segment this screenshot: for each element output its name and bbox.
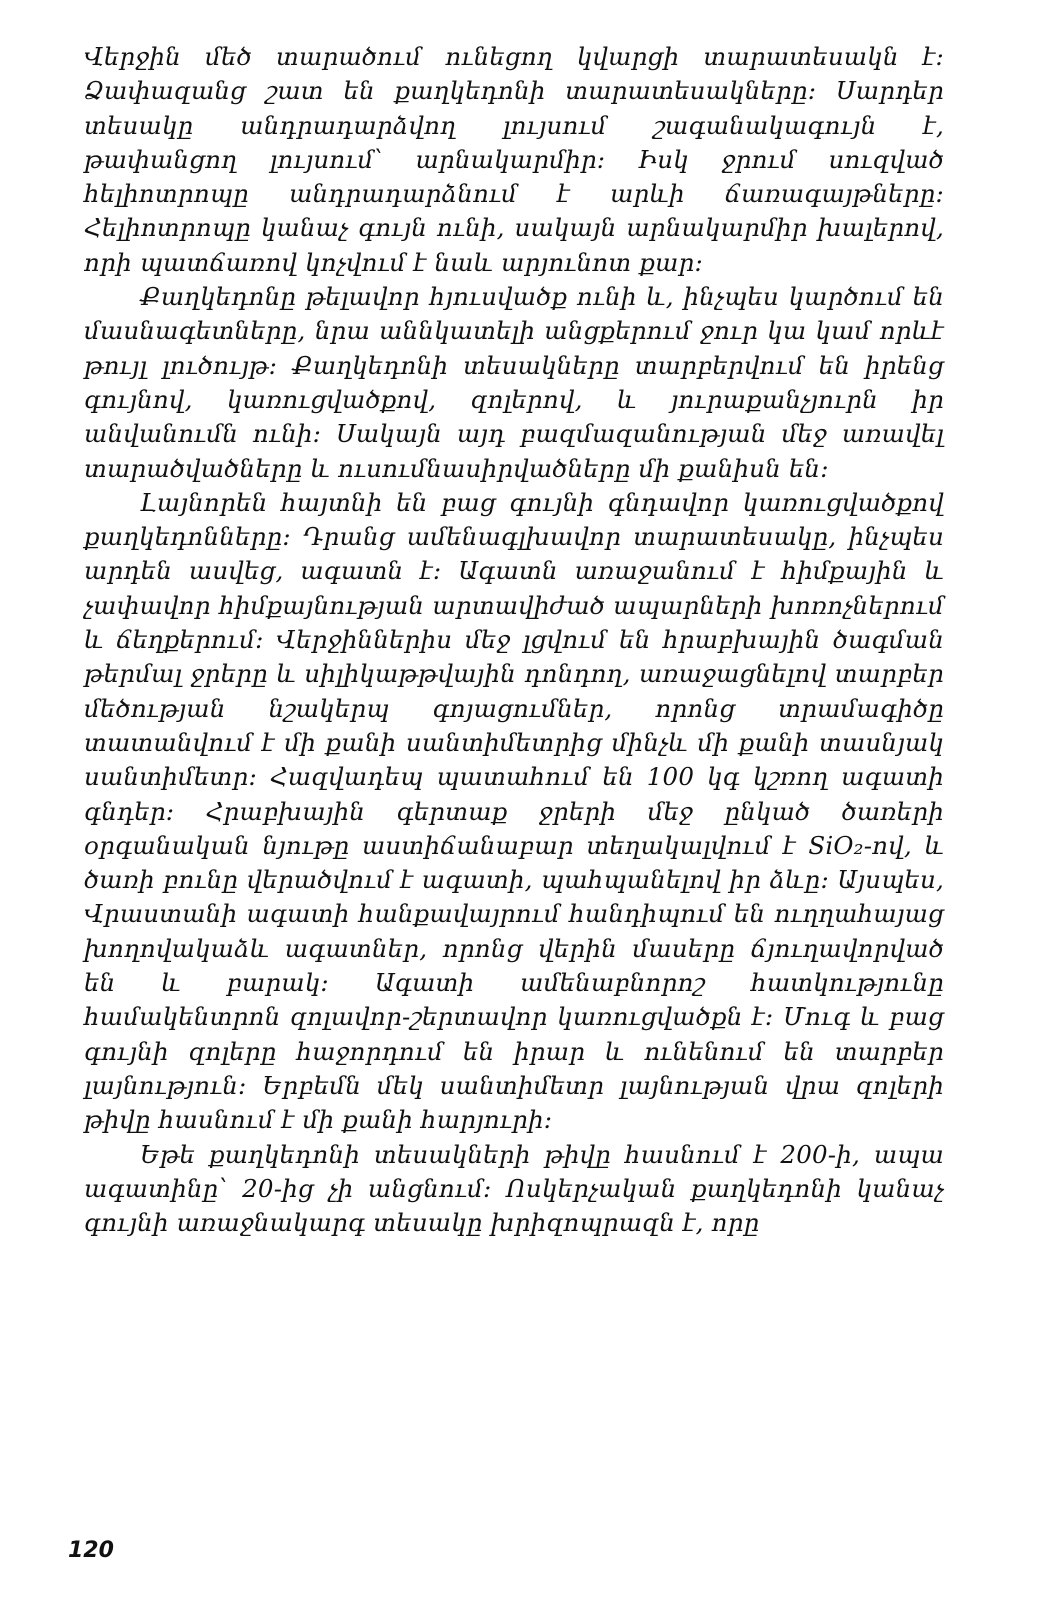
- paragraph-1: Վերջին մեծ տարածում ունեցող կվարցի տարատեսակն է։ Ձափազանց շատ են քաղկեդոնի տարատեսակները։ Սարդեր տեսակը անդրադարձվող լույսում շագանակագույն է, թափանցող լույսում՝ արնակարմիր։ Իսկ ջրում սուզված հելիոտրոպը անդրադարձնում է արևի ճառագայթները։ Հելիոտրոպը կանաչ գույն ունի, սակայն արնակարմիր խալերով, որի պատճառով կոչվում է նաև արյունոտ քար։: [84, 42, 944, 277]
- paragraph-4: Եթե քաղկեդոնի տեսակների թիվը հասնում է 200-ի, ապա ագատինը՝ 20-ից չի անցնում։ Ոսկերչական քաղկեդոնի կանաչ գույնի առաջնակարգ տեսակը խրիզոպրազն է, որը: [84, 1139, 944, 1238]
- paragraph-2: Քաղկեդոնը թելավոր հյուսվածք ունի և, ինչպես կարծում են մասնագետները, նրա աննկատելի անցքերում ջուր կա կամ որևէ թույլ լուծույթ։ Քաղկեդոնի տեսակները տարբերվում են իրենց գույնով, կառուցվածքով, զոլերով, և յուրաքանչյուրն իր անվանումն ունի։ Սակայն այդ բազմազանության մեջ առավել տարածվածները և ուսումնասիրվածները մի քանիսն են։: [84, 282, 944, 483]
- page-number: 120: [68, 1538, 114, 1563]
- paragraph-3: Լայնորեն հայտնի են բաց գույնի գնդավոր կառուցվածքով քաղկեդոնները։ Դրանց ամենագլխավոր տարատեսակը, ինչպես արդեն ասվեց, ագատն է։ Ագատն առաջանում է հիմքային և չափավոր հիմքայնության արտավիժած ապարների խոռոչներում և ճեղքերում։ Վերջիններիս մեջ լցվում են հրաբխային ծագման թերմալ ջրերը և սիլիկաթթվային դոնդող, առաջացնելով տարբեր մեծության նշակերպ գոյացումներ, որոնց տրամագիծը տատանվում է մի քանի սանտիմետրից մինչև մի քանի տասնյակ սանտիմետր։ Հազվադեպ պատահում են 100 կգ կշռող ագատի գնդեր։ Հրաբխային գերտաք ջրերի մեջ ընկած ծառերի օրգանական նյութը աստիճանաբար տեղակալվում է SiO₂-ով, և ծառի բունը վերածվում է ագատի, պահպանելով իր ձևը։ Այսպես, Վրաստանի ագատի հանքավայրում հանդիպում են ուղղահայաց խողովակաձև ագատներ, որոնց վերին մասերը ճյուղավորված են և բարակ։ Ագատի ամենաբնորոշ հատկությունը համակենտրոն զոլավոր-շերտավոր կառուցվածքն է։ Մուգ և բաց գույնի զոլերը հաջորդում են իրար և ունենում են տարբեր լայնություն։ Երբեմն մեկ սանտիմետր լայնության վրա զոլերի թիվը հասնում է մի քանի հարյուրի։: [84, 487, 944, 1135]
- page-body: [84, 40, 944, 1240]
